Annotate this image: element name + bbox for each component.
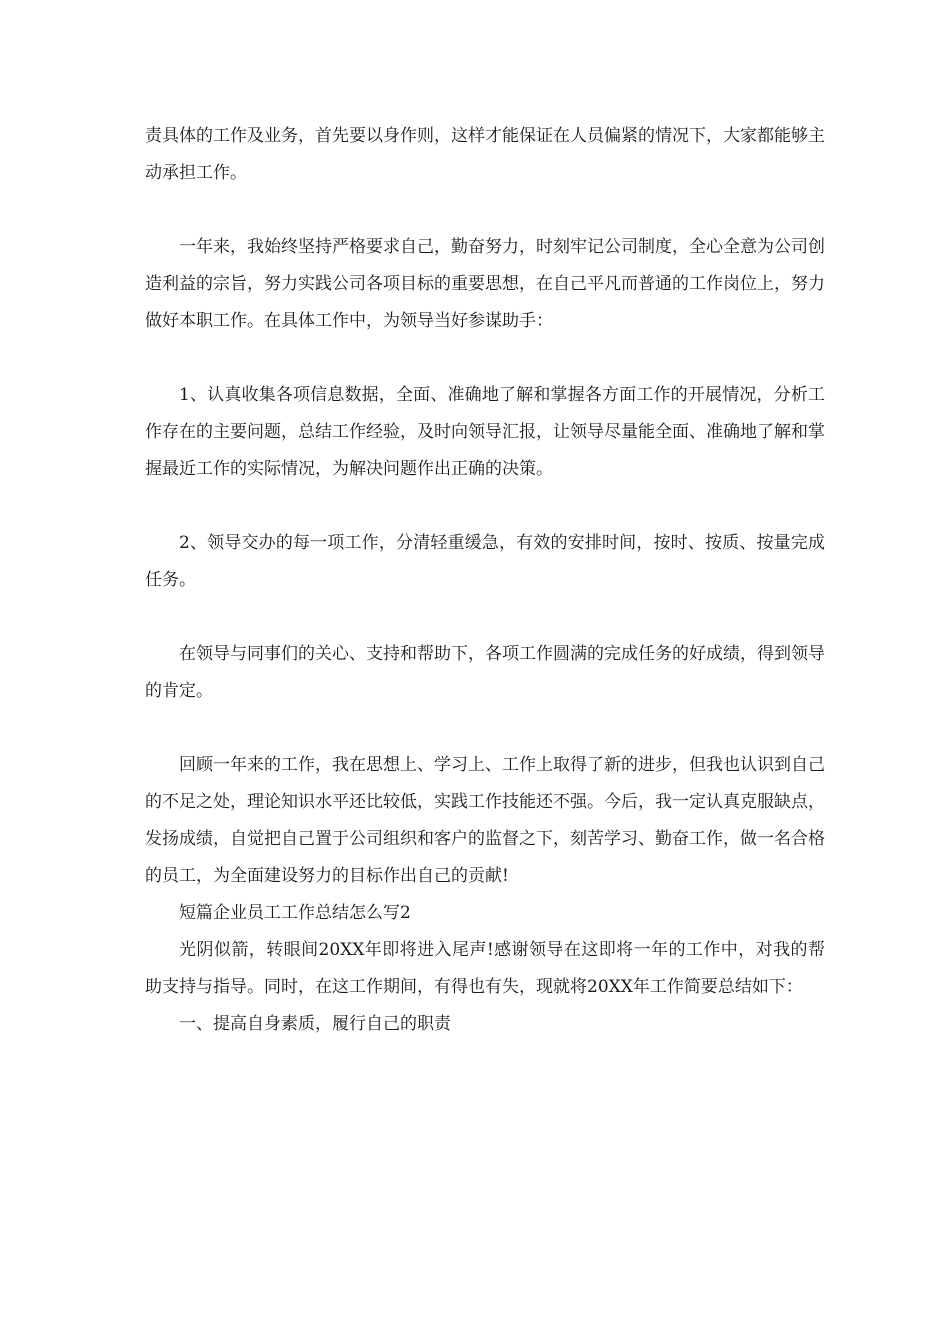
paragraph-intro-2: 光阴似箭，转眼间20XX年即将进入尾声!感谢领导在这即将一年的工作中，对我的帮助支持与指导。同时，在这工作期间，有得也有失，现就将20XX年工作简要总结如下： <box>145 940 825 997</box>
paragraph-item-2: 2、领导交办的每一项工作，分清轻重缓急，有效的安排时间，按时、按质、按量完成任务。 <box>145 533 825 590</box>
paragraph-support: 在领导与同事们的关心、支持和帮助下，各项工作圆满的完成任务的好成绩，得到领导的肯定。 <box>145 644 825 701</box>
paragraph-year-review: 一年来，我始终坚持严格要求自己，勤奋努力，时刻牢记公司制度，全心全意为公司创造利益的宗旨，努力实践公司各项目标的重要思想，在自己平凡而普通的工作岗位上，努力做好本职工作。在具体工作中，为领导当好参谋助手： <box>145 237 825 331</box>
document-page <box>145 118 825 1043</box>
paragraph-retrospect: 回顾一年来的工作，我在思想上、学习上、工作上取得了新的进步，但我也认识到自己的不足之处，理论知识水平还比较低，实践工作技能还不强。今后，我一定认真克服缺点，发扬成绩，自觉把自己置于公司组织和客户的监督之下，刻苦学习、勤奋工作，做一名合格的员工，为全面建设努力的目标作出自己的贡献! <box>145 755 825 886</box>
paragraph-continuation: 责具体的工作及业务，首先要以身作则，这样才能保证在人员偏紧的情况下，大家都能够主动承担工作。 <box>145 126 825 183</box>
paragraph-item-1: 1、认真收集各项信息数据，全面、准确地了解和掌握各方面工作的开展情况，分析工作存在的主要问题，总结工作经验，及时向领导汇报，让领导尽量能全面、准确地了解和掌握最近工作的实际情况，为解决问题作出正确的决策。 <box>145 385 825 479</box>
section-title: 短篇企业员工工作总结怎么写2 <box>179 903 411 923</box>
subsection-title: 一、提高自身素质，履行自己的职责 <box>179 1014 451 1034</box>
